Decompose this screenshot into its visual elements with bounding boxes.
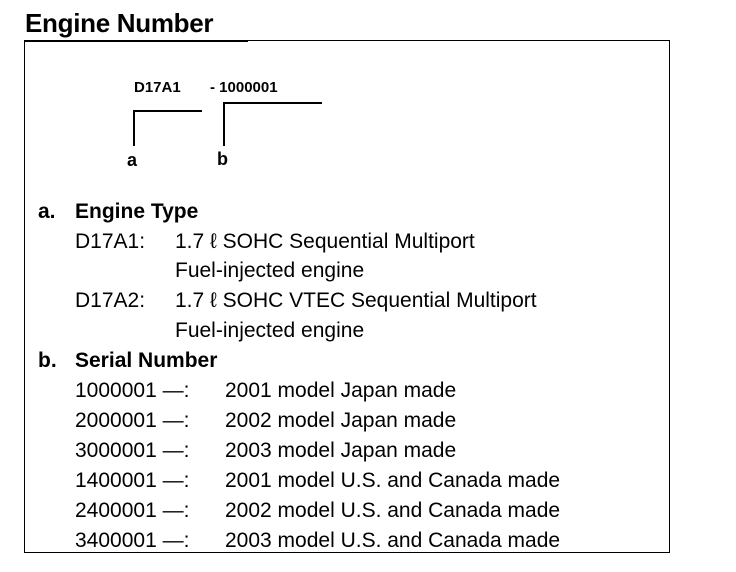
serial-code-6: 3400001 —:	[75, 529, 190, 552]
bracket-b-vertical	[223, 102, 225, 146]
serial-desc-5: 2002 model U.S. and Canada made	[225, 499, 561, 522]
engine-type-desc-1-line2: Fuel-injected engine	[175, 259, 365, 282]
section-b-heading: Serial Number	[75, 349, 218, 372]
engine-type-code-2: D17A2:	[75, 289, 146, 312]
engine-type-desc-2-line1: 1.7 ℓ SOHC VTEC Sequential Multiport	[175, 289, 537, 312]
bracket-a-vertical	[133, 110, 135, 146]
serial-code-3: 3000001 —:	[75, 439, 190, 462]
engine-type-code-1: D17A1:	[75, 230, 146, 253]
serial-desc-6: 2003 model U.S. and Canada made	[225, 529, 561, 552]
serial-code-2: 2000001 —:	[75, 409, 190, 432]
engine-type-code: D17A1	[134, 79, 181, 96]
engine-serial-code: - 1000001	[210, 79, 278, 96]
serial-code-5: 2400001 —:	[75, 499, 190, 522]
engine-type-desc-1-line1: 1.7 ℓ SOHC Sequential Multiport	[175, 230, 475, 253]
serial-desc-3: 2003 model Japan made	[225, 439, 457, 462]
serial-code-4: 1400001 —:	[75, 469, 190, 492]
label-a: a	[127, 150, 138, 170]
section-a-heading: Engine Type	[75, 200, 199, 223]
serial-code-1: 1000001 —:	[75, 379, 190, 402]
engine-type-desc-2-line2: Fuel-injected engine	[175, 319, 365, 342]
label-b: b	[217, 149, 228, 169]
section-a-letter: a.	[38, 200, 56, 223]
serial-desc-2: 2002 model Japan made	[225, 409, 457, 432]
bracket-a-horizontal	[133, 110, 202, 112]
bracket-b-horizontal	[223, 102, 322, 104]
section-b-letter: b.	[38, 349, 57, 372]
serial-desc-4: 2001 model U.S. and Canada made	[225, 469, 561, 492]
serial-desc-1: 2001 model Japan made	[225, 379, 457, 402]
page-title: Engine Number	[25, 8, 214, 38]
